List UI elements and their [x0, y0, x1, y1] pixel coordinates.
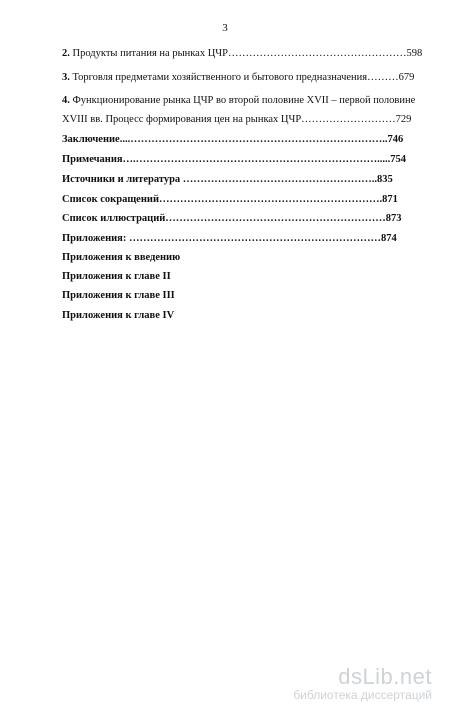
- toc-line-text: Источники и литература ………………………………………………..835: [62, 174, 393, 185]
- toc-line-text: XVIII вв. Процесс формирования цен на рынках ЦЧР………………………729: [62, 114, 412, 125]
- toc-line: [62, 114, 411, 125]
- toc-line: [62, 95, 415, 106]
- watermark-logo: dsLib.net: [338, 664, 432, 689]
- toc-line-text: Приложения к введению: [62, 252, 181, 263]
- toc-line: [62, 48, 422, 59]
- toc-line-text: Примечания….…………………………………………………………….....754: [62, 154, 407, 165]
- page-number: 3: [222, 22, 228, 34]
- toc-line-text: Приложения к главе IV: [62, 310, 175, 321]
- toc-line-text: Функционирование рынка ЦЧР во второй половине XVII – первой половине: [69, 95, 416, 106]
- dslib-watermark: [293, 664, 432, 702]
- toc-line-text: Торговля предметами хозяйственного и бытового предназначения………679: [69, 72, 415, 83]
- toc-line: [62, 154, 406, 165]
- toc-line-number: 3.: [62, 72, 70, 83]
- toc-line-text: Приложения: ………………………………………………………………874: [62, 233, 397, 244]
- toc-line-text: Продукты питания на рынках ЦЧР……………………………………………598: [69, 48, 423, 59]
- toc-line: [62, 310, 174, 321]
- toc-line: [62, 271, 171, 282]
- toc-line: [62, 290, 175, 301]
- watermark-subtitle: библиотека диссертаций: [293, 688, 432, 702]
- toc-line: [62, 194, 398, 205]
- toc-line: [62, 233, 397, 244]
- toc-line: [62, 134, 403, 145]
- toc-line: [62, 174, 393, 185]
- toc-line-text: Заключение....………………………………………………………………..746: [62, 134, 404, 145]
- toc-line-text: Приложения к главе III: [62, 290, 175, 301]
- toc-line-text: Приложения к главе II: [62, 271, 171, 282]
- toc-line-text: Список сокращений……………………………………………………….871: [62, 194, 398, 205]
- toc-line-number: 4.: [62, 95, 70, 106]
- toc-line-text: Список иллюстраций………………………………………………………873: [62, 213, 402, 224]
- toc-line: [62, 72, 414, 83]
- toc-line: [62, 213, 402, 224]
- toc-line: [62, 252, 180, 263]
- toc-line-number: 2.: [62, 48, 70, 59]
